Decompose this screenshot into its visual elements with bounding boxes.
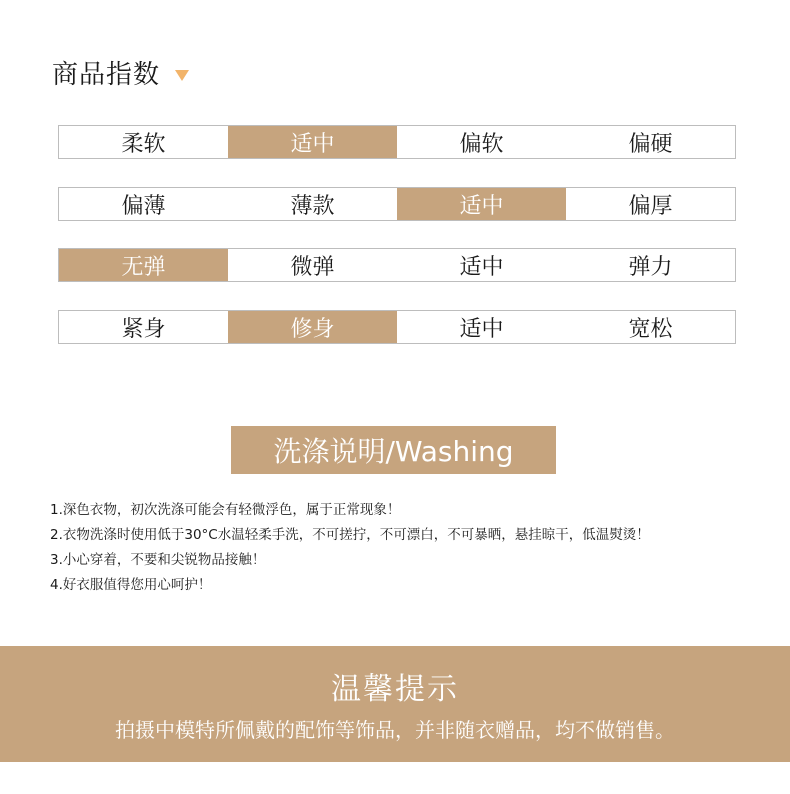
instruction-item: 4.好衣服值得您用心呵护！ — [50, 577, 212, 593]
index-option: 微弹 — [290, 254, 335, 280]
instruction-item: 1.深色衣物，初次洗涤可能会有轻微浮色，属于正常现象！ — [50, 502, 401, 518]
washing-instructions — [50, 498, 650, 598]
index-option: 适中 — [459, 254, 504, 280]
index-row-elasticity — [58, 248, 736, 282]
index-option: 柔软 — [121, 131, 166, 157]
index-option: 适中 — [459, 316, 504, 342]
notice-banner — [0, 646, 790, 762]
instruction-item: 3.小心穿着，不要和尖锐物品接触！ — [50, 552, 266, 568]
instruction-item: 2.衣物洗涤时使用低于30°C水温轻柔手洗，不可搓拧，不可漂白，不可暴晒，悬挂晾干，低温熨烫！ — [50, 527, 650, 543]
notice-text: 拍摄中模特所佩戴的配饰等饰品，并非随衣赠品，均不做销售。 — [115, 718, 675, 742]
index-option: 紧身 — [121, 316, 166, 342]
index-row-softness — [58, 125, 736, 159]
index-row-fit — [58, 310, 736, 344]
washing-title: 洗涤说明/Washing — [231, 426, 556, 474]
index-option: 弹力 — [628, 254, 673, 280]
index-option: 偏硬 — [628, 131, 673, 157]
index-row-thickness — [58, 187, 736, 221]
notice-title: 温馨提示 — [331, 672, 459, 707]
triangle-down-icon — [175, 70, 189, 81]
index-option-selected: 适中 — [397, 188, 566, 220]
index-option: 宽松 — [628, 316, 673, 342]
index-option: 薄款 — [290, 193, 335, 219]
index-option: 偏薄 — [121, 193, 166, 219]
index-option-selected: 修身 — [228, 311, 397, 343]
index-option-selected: 适中 — [228, 126, 397, 158]
index-option: 偏厚 — [628, 193, 673, 219]
index-option: 偏软 — [459, 131, 504, 157]
product-index-title: 商品指数 — [52, 60, 161, 90]
index-option-selected: 无弹 — [59, 249, 228, 281]
